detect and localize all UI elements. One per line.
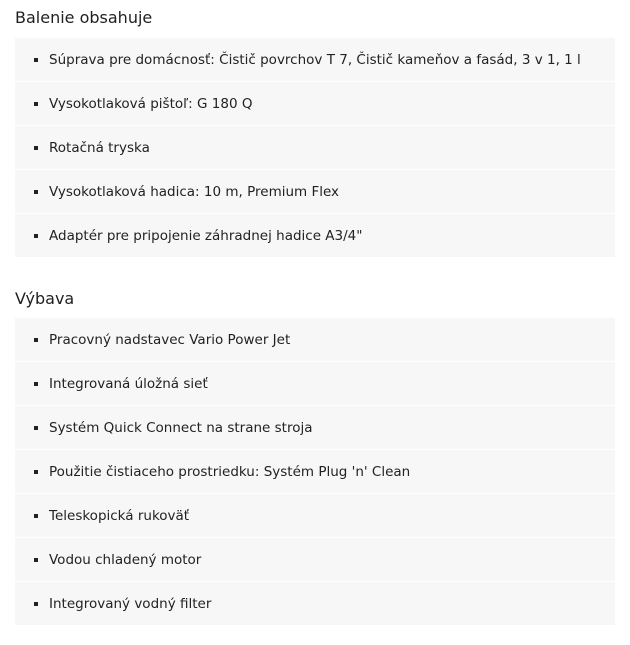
list-item-text: Vysokotlaková hadica: 10 m, Premium Flex bbox=[49, 184, 340, 200]
package-contents-title: Balenie obsahuje bbox=[15, 8, 153, 27]
list-item-text: Vysokotlaková pištoľ: G 180 Q bbox=[49, 96, 253, 112]
list-item-text: Pracovný nadstavec Vario Power Jet bbox=[49, 332, 291, 348]
list-item bbox=[15, 538, 615, 582]
bullet-icon bbox=[34, 190, 38, 194]
bullet-icon bbox=[34, 338, 38, 342]
equipment-title: Výbava bbox=[15, 289, 75, 308]
list-item bbox=[15, 170, 615, 214]
list-item bbox=[15, 450, 615, 494]
package-contents-list bbox=[15, 38, 615, 258]
list-item-text: Súprava pre domácnosť: Čistič povrchov T 7, Čistič kameňov a fasád, 3 v 1, 1 l bbox=[49, 52, 581, 68]
bullet-icon bbox=[34, 234, 38, 238]
list-item-text: Použitie čistiaceho prostriedku: Systém Plug 'n' Clean bbox=[49, 464, 411, 480]
list-item bbox=[15, 214, 615, 258]
bullet-icon bbox=[34, 382, 38, 386]
list-item-text: Systém Quick Connect na strane stroja bbox=[49, 420, 313, 436]
bullet-icon bbox=[34, 470, 38, 474]
bullet-icon bbox=[34, 102, 38, 106]
list-item bbox=[15, 126, 615, 170]
list-item-text: Integrovaná úložná sieť bbox=[49, 376, 208, 392]
list-item-text: Vodou chladený motor bbox=[49, 552, 202, 568]
package-contents-section bbox=[15, 6, 615, 258]
list-item bbox=[15, 362, 615, 406]
list-item bbox=[15, 406, 615, 450]
bullet-icon bbox=[34, 514, 38, 518]
list-item-text: Rotačná tryska bbox=[49, 140, 150, 156]
bullet-icon bbox=[34, 426, 38, 430]
equipment-list bbox=[15, 318, 615, 626]
list-item bbox=[15, 582, 615, 626]
list-item-text: Integrovaný vodný filter bbox=[49, 596, 212, 612]
list-item bbox=[15, 318, 615, 362]
bullet-icon bbox=[34, 58, 38, 62]
bullet-icon bbox=[34, 146, 38, 150]
bullet-icon bbox=[34, 602, 38, 606]
equipment-section bbox=[15, 287, 615, 626]
bullet-icon bbox=[34, 558, 38, 562]
list-item bbox=[15, 82, 615, 126]
list-item bbox=[15, 494, 615, 538]
list-item bbox=[15, 38, 615, 82]
list-item-text: Teleskopická rukoväť bbox=[49, 508, 190, 524]
list-item-text: Adaptér pre pripojenie záhradnej hadice A3/4" bbox=[49, 228, 363, 244]
